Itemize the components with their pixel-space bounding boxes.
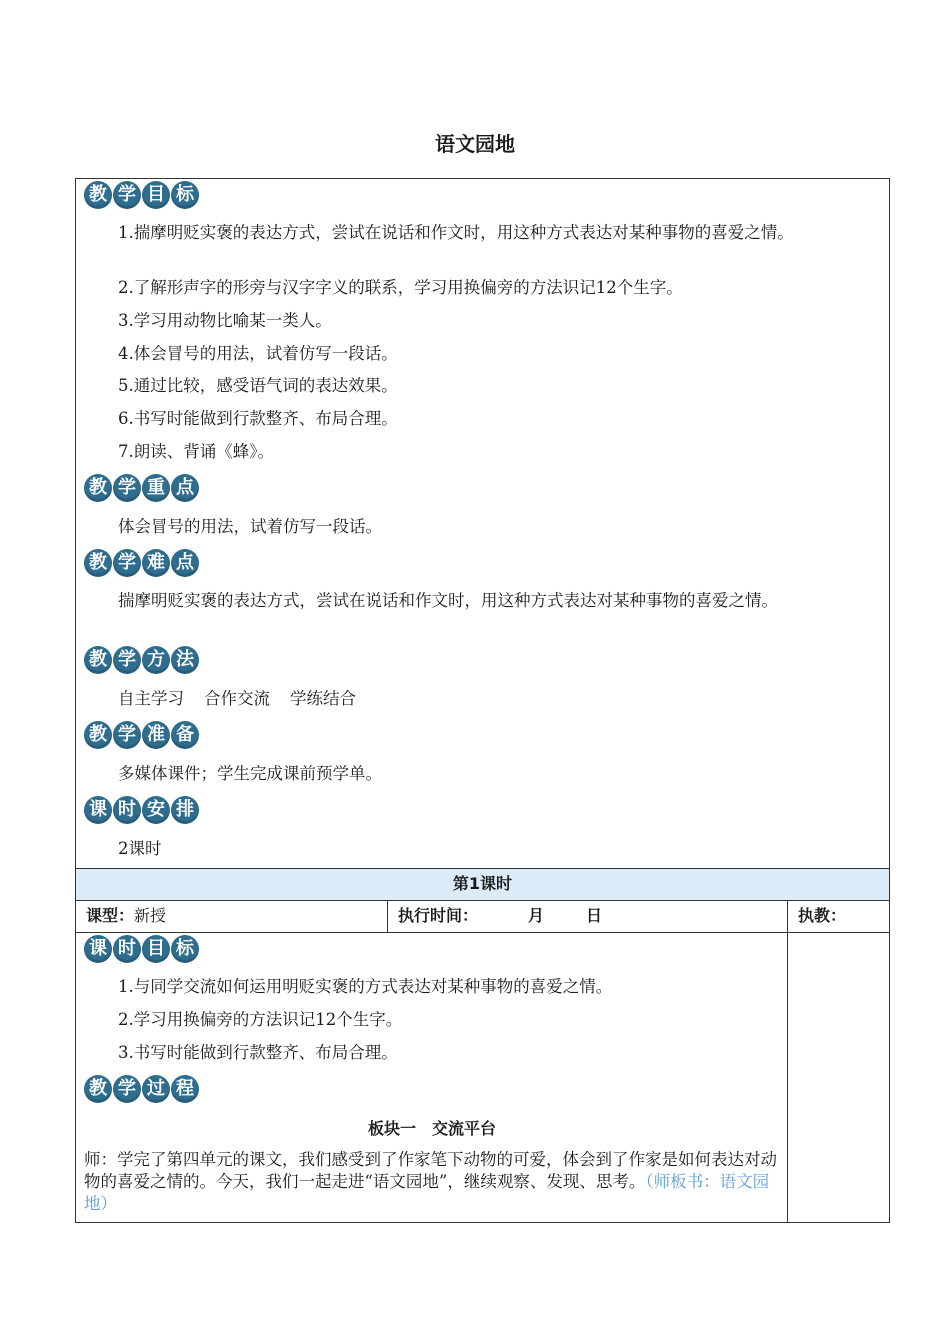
goal-item: 4.体会冒号的用法，试着仿写一段话。	[118, 344, 398, 363]
badge-char: 学	[113, 1075, 141, 1103]
prep-text: 多媒体课件；学生完成课前预学单。	[118, 764, 382, 783]
badge-char: 教	[84, 646, 112, 674]
badge-char: 方	[142, 646, 170, 674]
badge-char: 课	[84, 796, 112, 824]
badge-char: 学	[113, 721, 141, 749]
lesson-content-row	[76, 932, 889, 1223]
badge-schedule	[84, 796, 199, 824]
badge-char: 教	[84, 474, 112, 502]
teacher-talk: 师：学完了第四单元的课文，我们感受到了作家笔下动物的可爱，体会到了作家是如何表达对动物的喜爱之情的。今天，我们一起走进“语文园地”，继续观察、发现、思考。（师板书：语文园地）	[84, 1150, 777, 1213]
badge-char: 程	[171, 1075, 199, 1103]
badge-char: 标	[171, 181, 199, 209]
lesson-goal-item: 1.与同学交流如何运用明贬实褒的方式表达对某种事物的喜爱之情。	[118, 977, 613, 996]
method-item: 合作交流	[204, 689, 270, 708]
section-title: 板块一 交流平台	[367, 1119, 496, 1138]
teacher-cell: 执教：	[798, 906, 847, 925]
lesson-goal-item: 2.学习用换偏旁的方法识记12个生字。	[118, 1010, 403, 1029]
badge-char: 排	[171, 796, 199, 824]
badge-char: 课	[84, 935, 112, 963]
badge-teaching-goals	[84, 181, 199, 209]
goal-item: 1.揣摩明贬实褒的表达方式，尝试在说话和作文时，用这种方式表达对某种事物的喜爱之情。	[118, 223, 794, 242]
lesson-content-cell	[76, 933, 788, 1223]
badge-char: 教	[84, 1075, 112, 1103]
badge-char: 学	[113, 549, 141, 577]
badge-char: 点	[171, 474, 199, 502]
badge-char: 时	[113, 935, 141, 963]
badge-char: 时	[113, 796, 141, 824]
key-point-text: 体会冒号的用法，试着仿写一段话。	[118, 517, 382, 536]
execution-time-cell: 执行时间： 月 日	[388, 901, 788, 932]
goal-item: 3.学习用动物比喻某一类人。	[118, 311, 332, 330]
lesson-header: 第1课时	[76, 868, 889, 900]
goal-item: 2.了解形声字的形旁与汉字字义的联系，学习用换偏旁的方法识记12个生字。	[118, 278, 683, 297]
badge-char: 点	[171, 549, 199, 577]
badge-char: 过	[142, 1075, 170, 1103]
methods-text	[84, 688, 874, 710]
badge-char: 学	[113, 181, 141, 209]
badge-char: 教	[84, 181, 112, 209]
document-title: 语文园地	[435, 132, 515, 156]
badge-char: 备	[171, 721, 199, 749]
goal-item: 5.通过比较，感受语气词的表达效果。	[118, 376, 398, 395]
badge-char: 学	[113, 646, 141, 674]
goal-item: 7.朗读、背诵《蜂》。	[118, 442, 274, 461]
overview-cell	[76, 179, 889, 868]
badge-difficult-point	[84, 549, 199, 577]
lesson-goal-item: 3.书写时能做到行款整齐、布局合理。	[118, 1043, 398, 1062]
badge-char: 学	[113, 474, 141, 502]
badge-teaching-prep	[84, 721, 199, 749]
badge-teaching-process	[84, 1075, 199, 1103]
badge-char: 目	[142, 935, 170, 963]
badge-char: 法	[171, 646, 199, 674]
lesson-info-row	[76, 900, 889, 932]
method-item: 自主学习	[118, 689, 184, 708]
badge-char: 难	[142, 549, 170, 577]
badge-char: 标	[171, 935, 199, 963]
method-item: 学练结合	[290, 689, 356, 708]
lesson-type-cell: 课型：新授	[76, 901, 388, 932]
badge-key-point	[84, 474, 199, 502]
goal-item: 6.书写时能做到行款整齐、布局合理。	[118, 409, 398, 428]
board-note: （师板书：语文园地）	[84, 1172, 770, 1213]
badge-char: 目	[142, 181, 170, 209]
badge-char: 教	[84, 721, 112, 749]
badge-char: 教	[84, 549, 112, 577]
badge-char: 准	[142, 721, 170, 749]
difficult-point-text: 揣摩明贬实褒的表达方式，尝试在说话和作文时，用这种方式表达对某种事物的喜爱之情。	[118, 591, 778, 610]
badge-char: 重	[142, 474, 170, 502]
badge-char: 安	[142, 796, 170, 824]
schedule-text: 2课时	[118, 839, 162, 858]
lesson-plan-table	[75, 178, 890, 1223]
badge-teaching-method	[84, 646, 199, 674]
badge-lesson-goals	[84, 935, 199, 963]
